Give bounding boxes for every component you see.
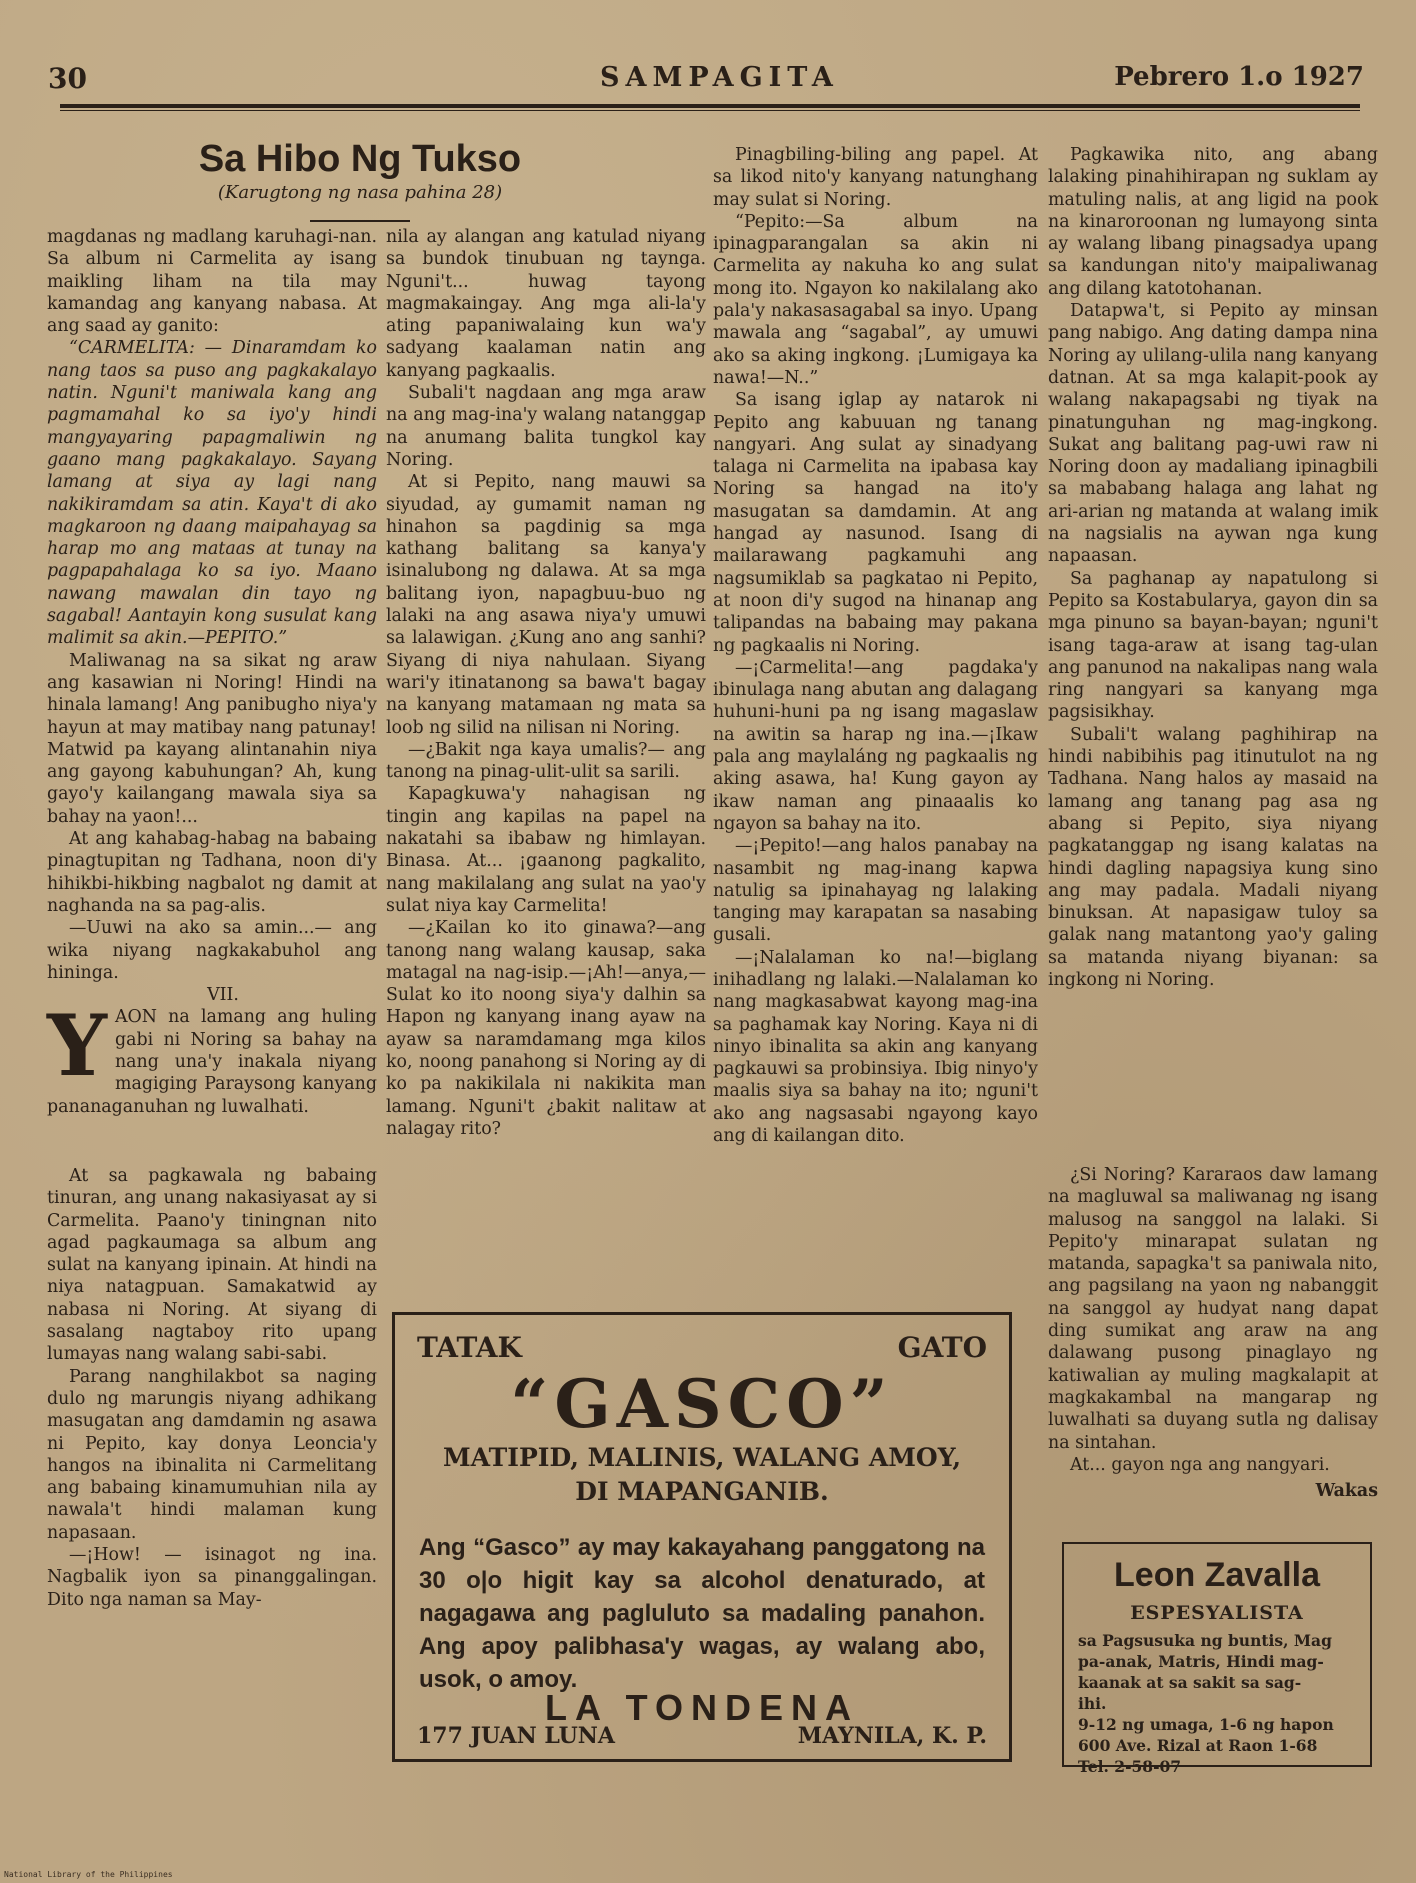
ad-tagline: DI MAPANGANIB. bbox=[575, 1477, 829, 1506]
ad-service-line: ihi. bbox=[1078, 1694, 1107, 1713]
title-divider bbox=[310, 220, 410, 222]
ad-company: LA TONDENA bbox=[545, 1687, 859, 1728]
paragraph: Datapwa't, si Pepito ay minsan pang nabigo. Ang dating dampa nina Noring ay ulilang-ulila nang kanyang datnan. At sa mga kalapit-pook ay walang nakapagsabi ng tiyak na pinatunguhan ng mag-ingkong. Sukat ang balitang pag-uwi raw ni Noring doon ay madaliang ipinagbili sa mababang halaga ang lahat ng ari-arian ng matanda at walang imik na nagsialis na aywan nga kung napaasan. bbox=[1048, 301, 1378, 567]
ad-city: MAYNILA, K. P. bbox=[797, 1723, 987, 1749]
paragraph: —¡Pepito!—ang halos panabay na nasambit ng mag-inang kapwa natulig sa ipinahayag ng lalaking tanging may karapatan sa nasabing gusali. bbox=[713, 836, 1038, 946]
paragraph: Subali't walang paghihirap na hindi nabibihis pag itinutulot na ng Tadhana. Nang halos ay masaid na lamang ang tanang pag asa ng abang si Pepito, siya niyang pagkatanggap ng isang kalatas na hindi dagling napagsiya kung sino ang may padala. Madali niyang binuksan. At napasigaw tuloy sa galak nang matantong yao'y galing sa matanda niyang biyanan: sa ingkong ni Noring. bbox=[1048, 724, 1378, 990]
paragraph: Sa paghanap ay napatulong si Pepito sa Kostabularya, gayon din sa mga pinuno sa bayan-bayan; nguni't isang taga-araw at isang tag-ulan ang panunod na nakalipas nang wala ring nangyari sa kanyang mga pagsisikhay. bbox=[1048, 568, 1378, 723]
header-rule-thin bbox=[60, 110, 1360, 111]
ad-body-text: Ang “Gasco” ay may kakayahang panggatong na 30 o|o higit kay sa alcohol denaturado, at nagagawa ang pagluluto sa madaling panahon. Ang apoy palibhasa'y wagas, ay walang abo, usok, o amoy. bbox=[419, 1534, 985, 1693]
paragraph: ¿Si Noring? Kararaos daw lamang na magluwal sa maliwanag ng isang malusog na sanggol na lalaki. Si Pepito'y minarapat sulatan ng matanda, sapagka't sa paniwala nito, ang pagsilang na yaon ng nabanggit na sanggol ay hudyat nang dapat ding sumikat ang araw na ang dalawang pusong pinaglayo ng katiwalian ay muling magkalapit at magkakambal na mangarap ng luwalhati sa duyang sutla ng dalisay na sintahan. bbox=[1048, 1165, 1378, 1453]
end-mark: Wakas bbox=[1315, 1481, 1378, 1502]
drop-cap: Y bbox=[47, 996, 107, 1096]
ad-tagline: MATIPID, MALINIS, WALANG AMOY, bbox=[442, 1443, 962, 1472]
issue-date: Pebrero 1.o 1927 bbox=[1114, 62, 1364, 92]
paragraph: —¿Bakit nga kaya umalis?— ang tanong na pinag-ulit-ulit sa sarili. bbox=[386, 739, 706, 783]
paragraph: —¡Carmelita!—ang pagdaka'y ibinulaga nang abutan ang dalagang huhuni-huni pa ng isang magaslaw na awitin sa harap ng ina.—¡Ikaw pala ang maylaláng ng pagkaalis ng aking asawa, ha! Kung gayon ay ikaw naman ang pinaaalis ko ngayon sa bahay na ito. bbox=[713, 657, 1038, 834]
page-number: 30 bbox=[48, 62, 87, 95]
letter-paragraph: “CARMELITA: — Dinaramdam ko nang taos sa puso ang pagkakalayo natin. Nguni't maniwala kang ang pagmamahal ko sa iyo'y hindi mangyayaring papagmaliwin ng gaano mang pagkakalayo. Sayang lamang at siya ay lagi nang nakikiramdam sa atin. Kaya't di ako magkaroon ng daang maipahayag sa harap mo ang mataas at tunay na pagpapahalaga ko sa iyo. Maano nawang mawalan din tayo ng sagabal! Aantayin kong susulat kang malimit sa akin.—PEPITO.” bbox=[47, 338, 377, 649]
ad-service-line: sa Pagsusuka ng buntis, Mag bbox=[1078, 1631, 1332, 1650]
paragraph: Sa isang iglap ay natarok ni Pepito ang kabuuan ng tanang nangyari. Ang sulat ay sinadyang talaga ni Carmelita na ipabasa kay Noring sa hangad na ito'y masugatan sa damdamin. At ang hangad ay nasunod. Isang di mailarawang pagkamuhi ang nagsumiklab sa pagkatao ni Pepito, at noon di'y sugod na hinanap ang talipandas na babaing may pakana ng pagkaalis ni Noring. bbox=[713, 390, 1038, 656]
article-title: Sa Hibo Ng Tukso bbox=[198, 138, 522, 180]
section-opening-text: AON na lamang ang huling gabi ni Noring sa bahay na nang una'y inakala niyang magiging Paraysong kanyang pananaganuhan ng luwalhati. bbox=[47, 1007, 377, 1117]
paragraph: Maliwanag na sa sikat ng araw ang kasawian ni Noring! Hindi na hinala lamang! Ang panibugho niya'y hayun at may matibay nang patunay! Matwid pa kayang alintanahin niya ang gayong kabuhungan? Ah, kung gayo'y kailangang mawala siya sa bahay na yaon!... bbox=[47, 650, 377, 827]
article-column-2 bbox=[386, 226, 706, 1140]
article-column-3 bbox=[713, 144, 1038, 1147]
ad-doctor-name: Leon Zavalla bbox=[1114, 1556, 1320, 1594]
paragraph: —¡Nalalaman ko na!—biglang inihadlang ng lalaki.—Nalalaman ko nang magkasabwat kayong mag-ina sa paghamak kay Noring. Kaya ni di ninyo ibinalita sa akin ang kanyang pagkauwi sa probinsiya. Ibig ninyo'y maalis siya sa bahay na ito; nguni't ako ang nagsasabi ngayong kayo ang di kailangan dito. bbox=[713, 947, 1038, 1147]
paragraph: Pinagbiling-biling ang papel. At sa likod nito'y kanyang natunghang may sulat si Noring. bbox=[713, 145, 1038, 210]
ad-phone: Tel. 2-58-07 bbox=[1078, 1757, 1182, 1776]
ad-address: 600 Ave. Rizal at Raon 1-68 bbox=[1078, 1736, 1318, 1755]
ad-service-line: pa-anak, Matris, Hindi mag- bbox=[1078, 1652, 1324, 1671]
paragraph: At sa pagkawala ng babaing tinuran, ang unang nakasiyasat ay si Carmelita. Paano'y tiningnan nito agad pagkaumaga sa album ang sulat na kanyang ipinain. At hindi na niya natagpuan. Samakatwid ay nabasa ni Noring. At siyang di sasalang nagtaboy rito upang lumayas nang walang sabi-sabi. bbox=[47, 1166, 377, 1365]
ad-brand-name: “GASCO” bbox=[510, 1365, 894, 1443]
paragraph: “Pepito:—Sa album na ipinagparangalan sa akin ni Carmelita ay nakuha ko ang sulat mong ito. Ngayon ko nakilalang ako pala'y nakasasagabal sa inyo. Upang mawala ang “sagabal”, ay umuwi ako sa aking ingkong. ¡Lumigaya ka nawa!—N..” bbox=[713, 211, 1038, 388]
page-header bbox=[40, 58, 1370, 108]
paragraph: —¿Kailan ko ito ginawa?—ang tanong nang walang kausap, saka matagal na nag-isip.—¡Ah!—anya,—Sulat ko ito noong siya'y dalhin sa Hapon ng kanyang inang ayaw na ayaw sa naramdamang mga kilos ko, noong panahong si Noring ay di ko pa nakikilala ni nakikita man lamang. Nguni't ¿bakit nalitaw at nalagay rito? bbox=[386, 918, 706, 1139]
paragraph: At ang kahabag-habag na babaing pinagtupitan ng Tadhana, noon di'y hihikbi-hikbing nagbalot ng damit at naghanda na sa pag-alis. bbox=[47, 829, 377, 916]
paragraph: —¡How! — isinagot ng ina. Nagbalik iyon sa pinanggalingan. Dito nga naman sa May- bbox=[47, 1545, 377, 1610]
ad-hours: 9-12 ng umaga, 1-6 ng hapon bbox=[1078, 1715, 1334, 1734]
article-column-4-lower bbox=[1048, 1164, 1378, 1502]
gasco-advertisement bbox=[392, 1312, 1012, 1762]
paragraph: —Uuwi na ako sa amin...— ang wika niyang nagkakabuhol ang hininga. bbox=[47, 918, 377, 983]
article-column-1 bbox=[47, 226, 377, 1118]
ad-doctor-title: ESPESYALISTA bbox=[1130, 1602, 1304, 1624]
archive-credit: National Library of the Philippines bbox=[4, 1870, 173, 1879]
paragraph: At si Pepito, nang mauwi sa siyudad, ay gumamit naman ng hinahon sa pagdinig sa mga kathang balitang sa kanya'y isinalubong ng dalawa. At sa mga balitang iyon, napagbuu-buo ng lalaki na ang asawa niya'y umuwi sa lalawigan. ¿Kung ano ang sanhi? Siyang di niya nahulaan. Siyang wari'y itinatanong sa bawa't bagay na kanyang matamaan ng mata sa loob ng silid na nilisan ni Noring. bbox=[386, 472, 706, 738]
paragraph: At... gayon nga ang nangyari. bbox=[1070, 1454, 1330, 1475]
paragraph: Subali't nagdaan ang mga araw na ang mag-ina'y walang natanggap na anumang balita tungkol kay Noring. bbox=[386, 383, 706, 470]
article-column-1-lower bbox=[47, 1165, 377, 1611]
ad-service-line: kaanak at sa sakit sa sag- bbox=[1078, 1673, 1302, 1692]
paragraph: Kapagkuwa'y nahagisan ng tingin ang kapilas na papel na nakatahi sa ibabaw ng himlayan. Binasa. At... ¡gaanong pagkalito, nang makilalang ang sulat na yao'y sulat niya kay Carmelita! bbox=[386, 784, 706, 916]
section-number: VII. bbox=[207, 985, 239, 1006]
section-opening bbox=[47, 996, 377, 1117]
ad-address: 177 JUAN LUNA bbox=[417, 1723, 615, 1749]
header-rule-thick bbox=[60, 104, 1360, 108]
paragraph: nila ay alangan ang katulad niyang sa bundok tinubuan ng taynga. Nguni't... huwag tayong magmakaingay. Ang mga ali-la'y ating papaniwalaing kun wa'y sadyang kaalaman natin ang kanyang pagkaalis. bbox=[386, 227, 706, 381]
paragraph: Parang nanghilakbot sa naging dulo ng marungis niyang adhikang masugatan ang damdamin ng asawa ni Pepito, kay donya Leoncia'y hangos na ibinalita ni Carmelitang ang babaing kinamumuhian nila ay nawala't hindi malaman kung napasaan. bbox=[47, 1366, 377, 1543]
masthead: SAMPAGITA bbox=[600, 62, 839, 93]
paragraph: Pagkawika nito, ang abang lalaking pinahihirapan ng suklam ay matuling nalis, at ang ligid na pook na kinaroroonan ng lumayong sinta ay walang libang pinagsadya upang sa kandungan nito'y maipaliwanag ang dilang katotohanan. bbox=[1048, 145, 1378, 299]
ad-gato-label: GATO bbox=[897, 1331, 987, 1364]
article-column-4 bbox=[1048, 144, 1378, 991]
ad-services bbox=[1078, 1630, 1360, 1777]
paragraph: magdanas ng madlang karuhagi-nan. Sa album ni Carmelita ay isang maikling liham na tila may kamandag ang kanyang nabasa. At ang saad ay ganito: bbox=[47, 227, 377, 337]
ad-tatak-label: TATAK bbox=[417, 1331, 522, 1364]
zavalla-advertisement bbox=[1062, 1542, 1372, 1776]
article-subtitle: (Karugtong ng nasa pahina 28) bbox=[217, 182, 503, 203]
